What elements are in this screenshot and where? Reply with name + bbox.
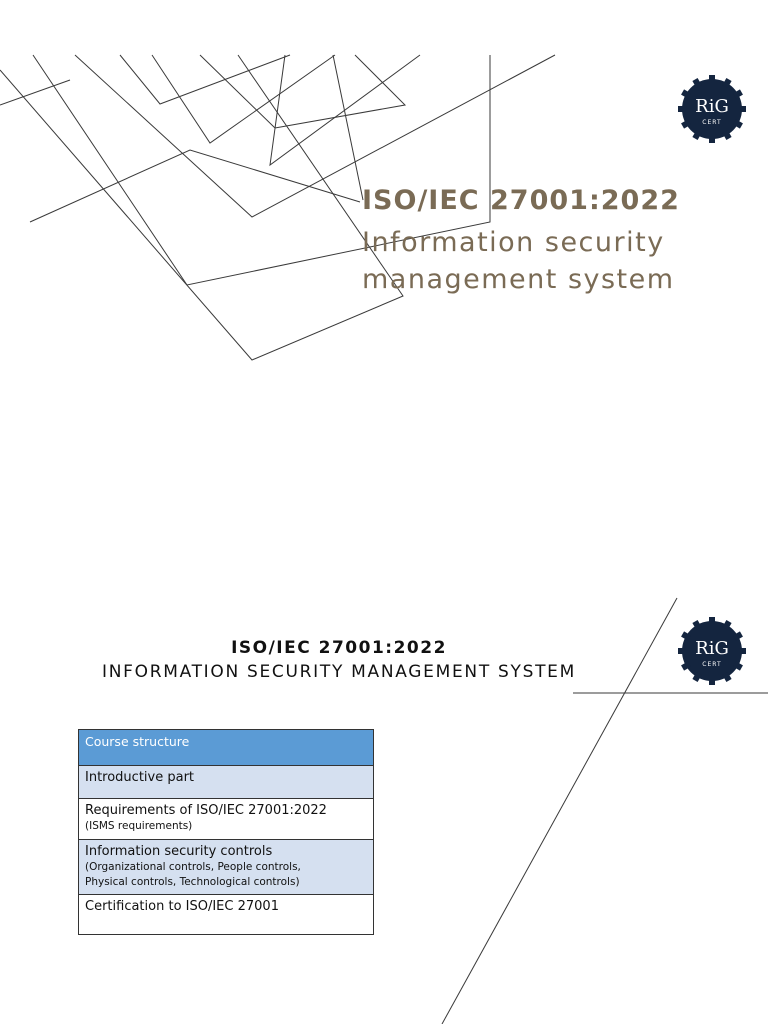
page2-subtitle: INFORMATION SECURITY MANAGEMENT SYSTEM [102,662,576,682]
table-row [79,766,374,799]
row-title: Introductive part [85,770,195,785]
logo-sub-text: CERT [702,119,722,126]
cover-subtitle-line-1: Information security [362,227,665,258]
table-row [79,799,374,840]
cover-subtitle [362,224,742,298]
row-note-line-2: Physical controls, Technological controls) [85,876,300,888]
row-note-line-1: (Organizational controls, People controls, [85,861,301,873]
table-cell [79,895,374,935]
row-title: Certification to ISO/IEC 27001 [85,899,279,914]
table-cell [79,766,374,799]
rig-cert-logo [677,74,747,144]
logo-main-text: RiG [695,638,729,659]
table-cell [79,840,374,895]
table-cell [79,799,374,840]
course-structure-table [78,729,374,935]
rig-cert-seal-icon [677,616,747,686]
cover-title: ISO/IEC 27001:2022 [362,185,680,216]
row-note: (ISMS requirements) [85,820,193,832]
row-title: Requirements of ISO/IEC 27001:2022 [85,803,327,818]
table-header-cell: Course structure [79,730,374,766]
rig-cert-seal-icon [677,74,747,144]
row-title: Information security controls [85,844,273,859]
logo-main-text: RiG [695,96,729,117]
page2-title: ISO/IEC 27001:2022 [231,638,447,658]
table-row [79,895,374,935]
table-row [79,840,374,895]
cover-subtitle-line-2: management system [362,264,675,295]
logo-sub-text: CERT [702,661,722,668]
table-header-row [79,730,374,766]
rig-cert-logo-page2 [677,616,747,686]
